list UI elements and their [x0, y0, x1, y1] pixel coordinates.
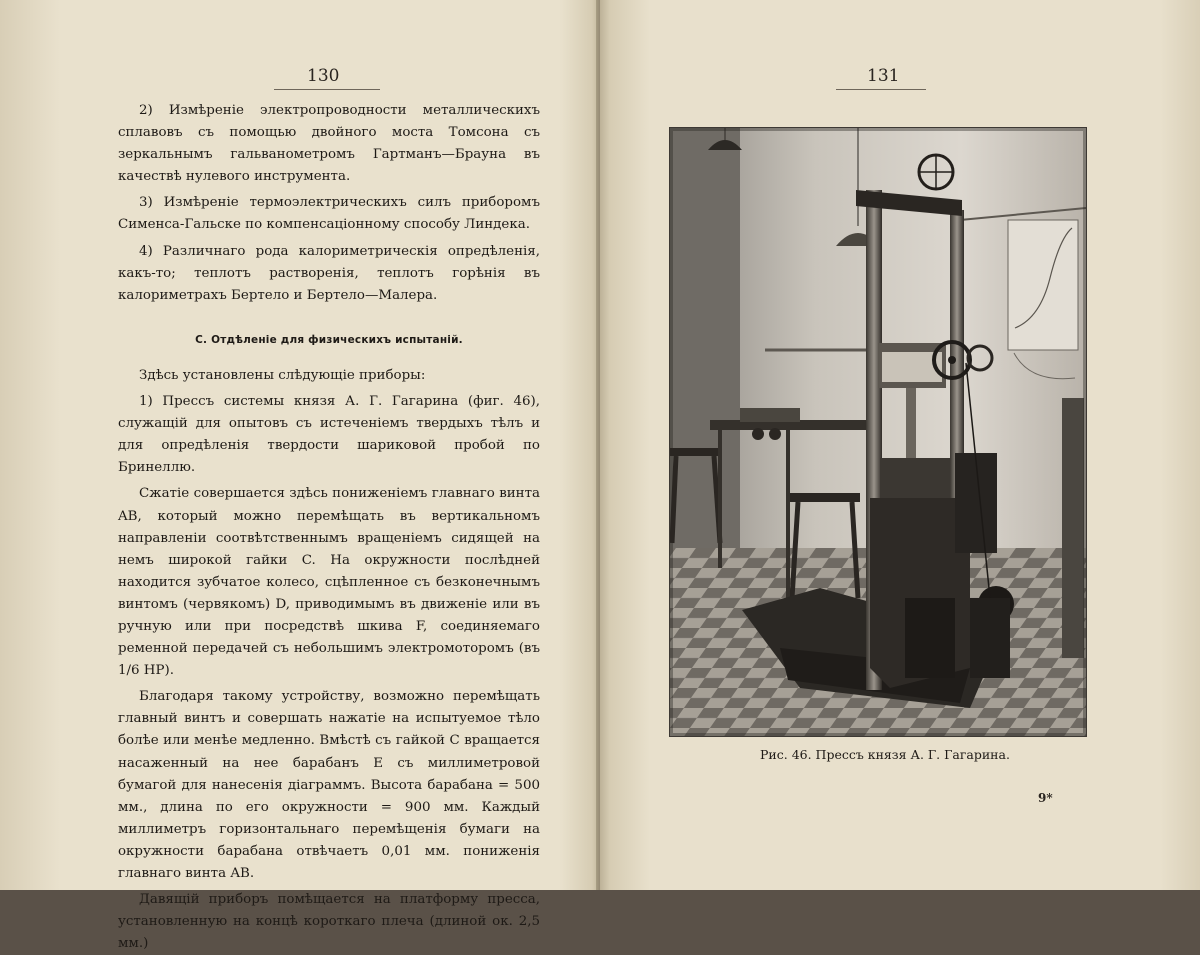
paragraph-item-2: 2) Измѣреніе электропроводности металлическихъ сплавовъ съ помощью двойного моста Томсона съ зеркальнымъ гальванометромъ Гартманъ—Брауна въ качествѣ нулевого инструмента. [118, 103, 540, 185]
paragraph-platform: Давящій приборъ помѣщается на платформу пресса, установленную на концѣ короткаго плеча (длиной ок. 2,5 мм.) [118, 892, 540, 952]
right-page [600, 0, 1200, 890]
paragraph-item-4: 4) Различнаго рода калориметрическія опредѣленія, какъ-то; теплотъ растворенія, теплотъ горѣнія въ калориметрахъ Бертело и Бертело—Малера. [118, 243, 540, 303]
left-page [0, 0, 600, 952]
paragraph-item-3: 3) Измѣреніе термоэлектрическихъ силъ приборомъ Сименса-Гальске по компенсаціонному способу Линдека. [118, 195, 540, 233]
paragraph-press: 1) Прессъ системы князя А. Г. Гагарина (фиг. 46), служащій для опытовъ съ истеченіемъ твердыхъ тѣлъ и для опредѣленія твердости шариковой пробой по Бринеллю. [118, 394, 540, 476]
left-page-text [118, 100, 540, 955]
paragraph-device: Благодаря такому устройству, возможно перемѣщать главный винтъ и совершать нажатіе на испытуемое тѣло болѣе или менѣе медленно. Вмѣстѣ съ гайкой C вращается насаженный на нее барабанъ E съ миллиметровой бумагой для нанесенія діаграммъ. Высота барабана = 500 мм., длина по его окружности = 900 мм. Каждый миллиметръ горизонтальнаго перемѣщенія бумаги на окружности барабана отвѣчаетъ 0,01 мм. пониженія главнаго винта AB. [118, 689, 540, 881]
paragraph-compression: Сжатіе совершается здѣсь пониженіемъ главнаго винта AB, который можно перемѣщать въ вертикальномъ направленіи соотвѣтственнымъ вращеніемъ сидящей на немъ широкой гайки C. На окружности послѣдней находится зубчатое колесо, сцѣпленное съ безконечнымъ винтомъ (червякомъ) D, приводимымъ въ движеніе или въ ручную или при посредствѣ шкива F, соединяемаго ременной передачей съ небольшимъ электромоторомъ (въ 1/6 HP). [118, 486, 540, 679]
press-photo-illustration [670, 128, 1086, 736]
page-number-right: 131 [867, 66, 900, 86]
signature-mark: 9* [1038, 791, 1053, 805]
figure-caption: Рис. 46. Прессъ князя А. Г. Гагарина. [760, 747, 1010, 762]
header-rule-left [274, 89, 380, 90]
figure-press-photo [669, 127, 1087, 737]
section-heading: С. Отдѣленіе для физическихъ испытаній. [195, 333, 463, 346]
paragraph-intro: Здѣсь установлены слѣдующіе приборы: [139, 367, 426, 383]
header-rule-right [836, 89, 926, 90]
page-number-left: 130 [307, 66, 340, 86]
